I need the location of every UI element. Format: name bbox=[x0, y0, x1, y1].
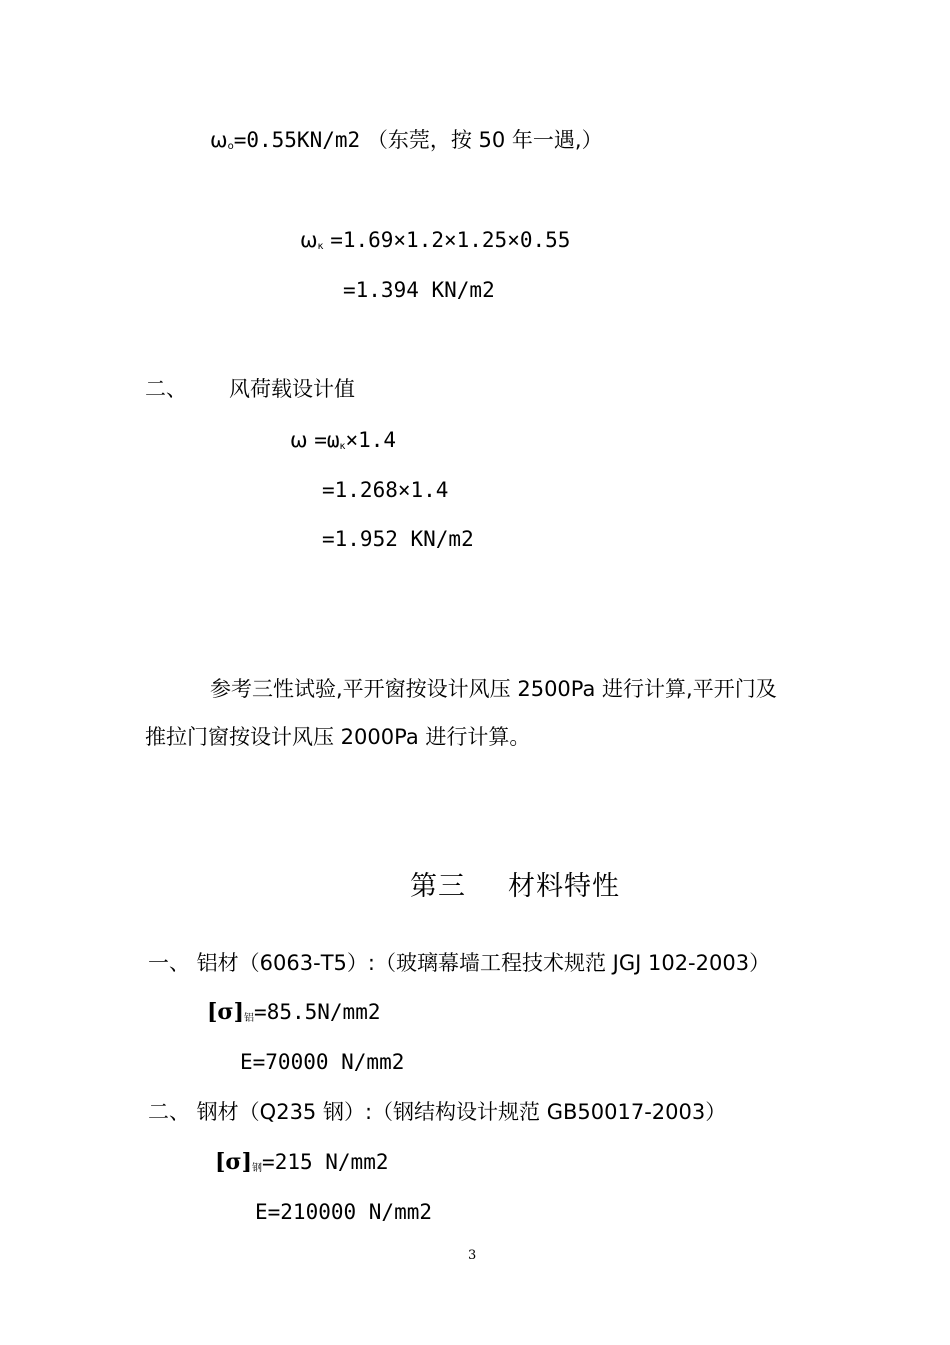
omega-symbol: ω bbox=[290, 428, 308, 452]
aluminum-heading: 一、 铝材（6063-T5）:（玻璃幕墙工程技术规范 JGJ 102-2003） bbox=[148, 951, 771, 975]
w-line-2: =1.268×1.4 bbox=[322, 478, 449, 502]
wk-line-1 bbox=[300, 226, 570, 261]
page-number: 3 bbox=[468, 1248, 477, 1263]
wk-line-2: =1.394 KN/m2 bbox=[343, 278, 495, 302]
omega-symbol: ω bbox=[300, 228, 318, 252]
expression: =0.55KN/m2 bbox=[233, 128, 361, 152]
omega-symbol: ω bbox=[210, 128, 228, 152]
sigma-subscript: 铝 bbox=[244, 1013, 255, 1024]
sigma-symbol: [σ] bbox=[215, 1149, 253, 1175]
sigma-value: =215 N/mm2 bbox=[262, 1150, 389, 1174]
section-2-heading bbox=[145, 375, 355, 403]
sigma-subscript: 钢 bbox=[252, 1163, 263, 1174]
expression-b: ×1.4 bbox=[345, 428, 397, 452]
steel-sigma-line bbox=[215, 1148, 388, 1183]
aluminum-e-line: E=70000 N/mm2 bbox=[240, 1050, 405, 1074]
chapter-number: 第三 bbox=[410, 871, 466, 902]
section-title: 风荷载设计值 bbox=[229, 377, 355, 401]
section-number: 二、 bbox=[145, 377, 187, 401]
chapter-title bbox=[410, 870, 620, 904]
paragraph-line-2: 推拉门窗按设计风压 2000Pa 进行计算。 bbox=[145, 725, 531, 749]
w0-line bbox=[210, 126, 603, 161]
sigma-value: =85.5N/mm2 bbox=[254, 1000, 381, 1024]
subscript: κ bbox=[339, 441, 346, 452]
w-line-3: =1.952 KN/m2 bbox=[322, 527, 474, 551]
steel-heading: 二、 钢材（Q235 钢）:（钢结构设计规范 GB50017-2003） bbox=[148, 1100, 727, 1124]
location-note: （东莞，按 50 年一遇,） bbox=[366, 128, 603, 152]
subscript: o bbox=[227, 141, 234, 152]
chapter-name: 材料特性 bbox=[508, 871, 620, 902]
aluminum-sigma-line bbox=[207, 998, 380, 1033]
w-line-1 bbox=[290, 426, 396, 461]
sigma-symbol: [σ] bbox=[207, 999, 245, 1025]
paragraph-line-1: 参考三性试验,平开窗按设计风压 2500Pa 进行计算,平开门及 bbox=[210, 677, 777, 701]
steel-e-line: E=210000 N/mm2 bbox=[255, 1200, 433, 1224]
expression-a: =ω bbox=[314, 428, 340, 452]
expression: =1.69×1.2×1.25×0.55 bbox=[330, 228, 571, 252]
subscript: κ bbox=[317, 241, 324, 252]
